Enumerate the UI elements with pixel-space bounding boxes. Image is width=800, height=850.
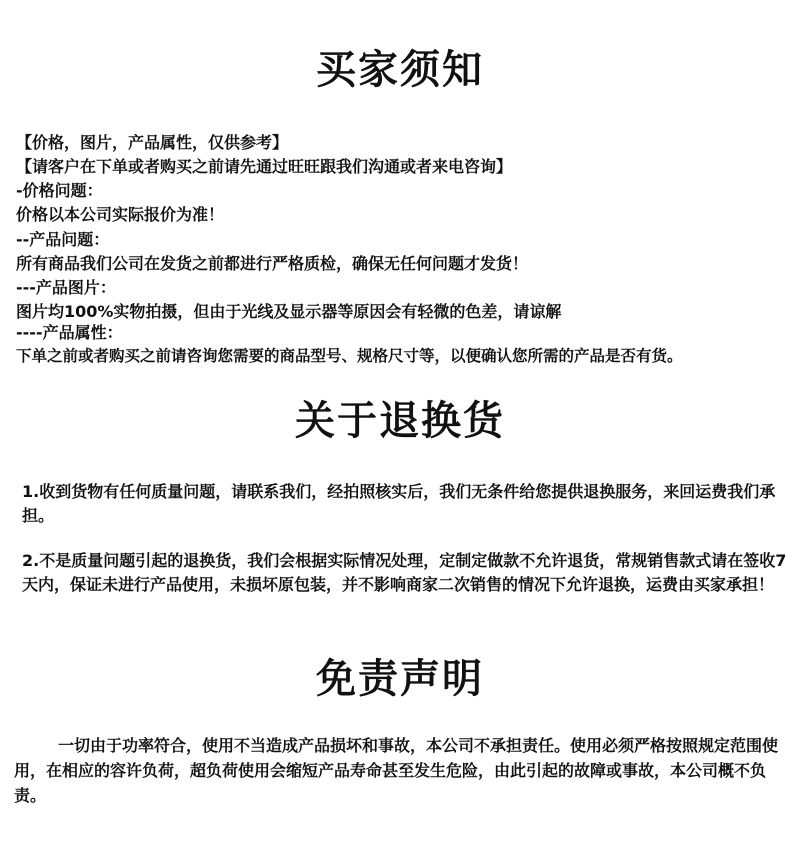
disclaimer-title: 免责声明 xyxy=(316,656,484,702)
notice-line-price-text: 价格以本公司实际报价为准！ xyxy=(16,205,225,224)
returns-item-quality: 1.收到货物有任何质量问题，请联系我们，经拍照核实后，我们无条件给您提供退换服务，来回运费我们承担。 xyxy=(22,482,776,525)
notice-line-attribute-heading: ----产品属性： xyxy=(16,323,123,342)
returns-item-non-quality: 2.不是质量问题引起的退换货，我们会根据实际情况处理，定制定做款不允许退货，常规销售款式请在签收7天内，保证未进行产品使用，未损坏原包装，并不影响商家二次销售的情况下允许退换，运费由买家承担！ xyxy=(22,551,787,594)
notice-line-price-heading: -价格问题： xyxy=(16,181,103,200)
disclaimer-paragraph xyxy=(14,733,794,808)
notice-line-image-heading: ---产品图片： xyxy=(16,278,116,297)
disclaimer-text: 一切由于功率符合，使用不当造成产品损坏和事故，本公司不承担责任。使用必须严格按照规定范围使用，在相应的容许负荷，超负荷使用会缩短产品寿命甚至发生危险，由此引起的故障或事故，本公司概不负责。 xyxy=(14,736,779,805)
notice-line-image-text: 图片均100%实物拍摄，但由于光线及显示器等原因会有轻微的色差，请谅解 xyxy=(16,302,562,321)
buyer-notice-title: 买家须知 xyxy=(316,47,484,93)
returns-title: 关于退换货 xyxy=(295,398,505,444)
notice-line-product-text: 所有商品我们公司在发货之前都进行严格质检，确保无任何问题才发货！ xyxy=(16,254,529,273)
notice-line-contact: 【请客户在下单或者购买之前请先通过旺旺跟我们沟通或者来电咨询】 xyxy=(16,157,513,176)
notice-line-product-heading: --产品问题： xyxy=(16,230,110,249)
notice-line-disclaimer: 【价格，图片，产品属性，仅供参考】 xyxy=(16,133,289,152)
notice-line-attribute-text: 下单之前或者购买之前请咨询您需要的商品型号、规格尺寸等，以便确认您所需的产品是否有货。 xyxy=(16,347,683,365)
